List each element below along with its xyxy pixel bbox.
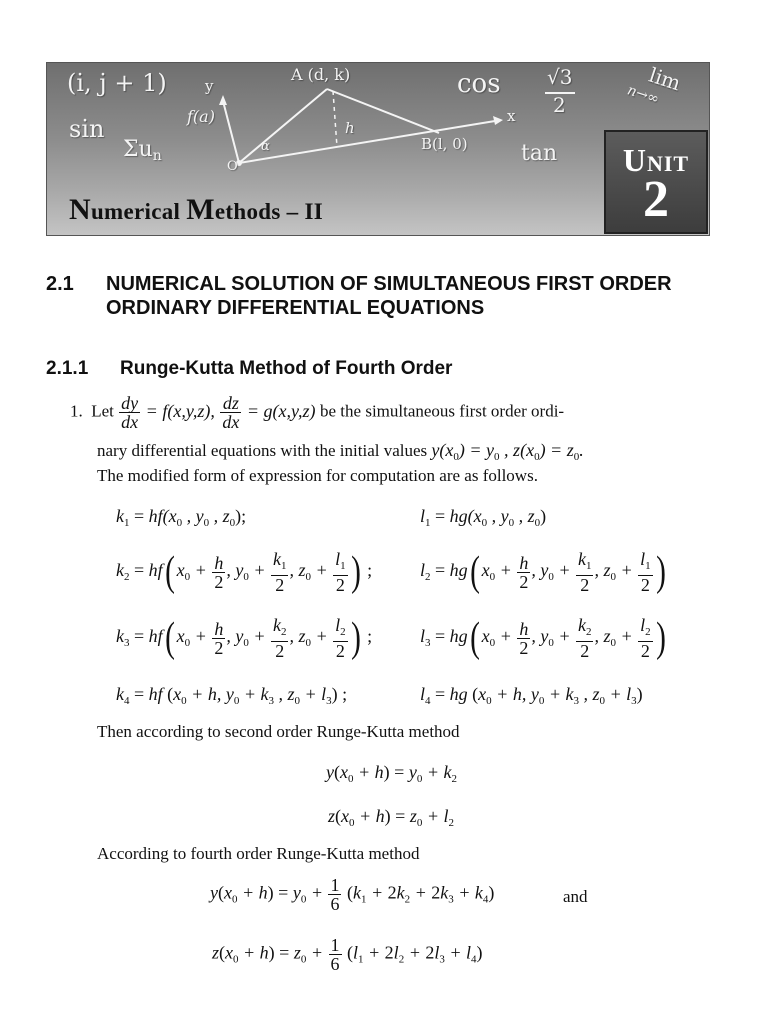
title-part-2: ethods – II — [214, 199, 324, 224]
section-title: NUMERICAL SOLUTION OF SIMULTANEOUS FIRST ORDER ORDINARY DIFFERENTIAL EQUATIONS — [106, 273, 672, 319]
banner-y-axis: y — [205, 77, 214, 95]
banner-sum — [123, 137, 162, 164]
eq-z-second: $z(x_0 + h) = z_0 + l_2$ — [328, 806, 454, 829]
eq-k3: $k_3 = hf$( $x_0$ + $\frac{h}{2}$ , $y_0$ + $\frac{k_2}{2}$ , $z_0$ + $\frac{l_2}{2}$ ) ; — [116, 615, 373, 661]
then-text: Then according to second order Runge-Kutta method — [97, 722, 460, 741]
title-cap-m: M — [186, 193, 215, 226]
item-line-1 — [70, 394, 564, 431]
eq-k4: $k_4$ = hf ($x_0 + h$, $y_0 + k_3$ , $z_0 + l_3$) ; — [116, 684, 348, 707]
banner-cos: cos — [457, 69, 501, 99]
eq-k1: $k_1 = hf(x_0$ , $y_0$ , $z_0$); — [116, 506, 247, 529]
banner-x-axis: x — [507, 107, 516, 125]
unit-badge — [604, 130, 708, 234]
ode-system: $\frac{dy}{dx}$ = f(x,y,z), $\frac{dz}{dx}$ = g(x,y,z) — [121, 393, 321, 432]
item-line-2 — [97, 440, 584, 463]
let-word: Let — [91, 401, 114, 421]
eq-l1: $l_1 = hg(x_0$ , $y_0$ , $z_0$) — [420, 506, 547, 529]
banner-two: 2 — [553, 93, 566, 117]
eq-l2: $l_2 = hg$( $x_0$ + $\frac{h}{2}$ , $y_0$ + $\frac{k_1}{2}$ , $z_0$ + $\frac{l_1}{2}$ ) — [420, 549, 666, 595]
title-part-1: umerical — [90, 199, 187, 224]
banner-point-a: A (d, k) — [291, 65, 351, 84]
subsection-number: 2.1.1 — [46, 358, 89, 379]
unit-label-cap: U — [622, 142, 647, 178]
chapter-title — [69, 193, 323, 227]
item-number: 1. — [70, 401, 83, 421]
banner-h: h — [345, 119, 355, 137]
line1-tail: be the simultaneous first order ordi- — [320, 401, 565, 421]
initial-values: $y(x_0) = y_0$ , $z(x_0) = z_0$. — [431, 440, 584, 463]
fourth-text: According to fourth order Runge-Kutta method — [97, 844, 420, 863]
eq-y-fourth: $y(x_0 + h) = y_0$ + $\frac{1}{6}$ $(k_1 + 2k_2 + 2k_3 + k_4)$ — [210, 875, 495, 914]
banner-sqrt3: √3 — [547, 65, 573, 89]
item-line-3: The modified form of expression for computation are as follows. — [97, 466, 538, 485]
subsection-title: Runge-Kutta Method of Fourth Order — [120, 358, 453, 379]
banner-n-inf: n→∞ — [625, 82, 662, 108]
banner-lim: lim — [646, 62, 684, 96]
banner-point-b: B(l, 0) — [421, 135, 468, 153]
unit-number: 2 — [643, 171, 669, 228]
eq-l3: $l_3 = hg$( $x_0$ + $\frac{h}{2}$ , $y_0$ + $\frac{k_2}{2}$ , $z_0$ + $\frac{l_2}{2}$ ) — [420, 615, 666, 661]
banner-tan: tan — [521, 141, 558, 166]
unit-label-rest: NIT — [646, 151, 690, 176]
banner-ij: (i, j + 1) — [67, 69, 167, 97]
eq-z-fourth: $z(x_0 + h) = z_0$ + $\frac{1}{6}$ $(l_1 + 2l_2 + 2l_3 + l_4)$ — [212, 935, 483, 974]
banner-alpha: α — [261, 139, 270, 154]
eq-y-second: $y(x_0 + h) = y_0 + k_2$ — [326, 762, 457, 785]
eq-k2: $k_2 = hf$( $x_0$ + $\frac{h}{2}$ , $y_0$ + $\frac{k_1}{2}$ , $z_0$ + $\frac{l_1}{2}$ ) ; — [116, 549, 373, 595]
line2-text: nary differential equations with the initial values — [97, 441, 428, 460]
section-number: 2.1 — [46, 273, 74, 295]
banner-sum-sub: n — [152, 148, 162, 164]
banner-sin: sin — [69, 115, 105, 143]
title-cap-n: N — [69, 193, 91, 226]
banner-sum-text: Σu — [123, 137, 153, 162]
banner-origin: O — [227, 159, 238, 174]
banner-fa: f(a) — [187, 107, 215, 126]
and-word: and — [563, 887, 588, 906]
eq-l4: $l_4$ = hg ($x_0 + h$, $y_0 + k_3$ , $z_0 + l_3$) — [420, 684, 643, 707]
